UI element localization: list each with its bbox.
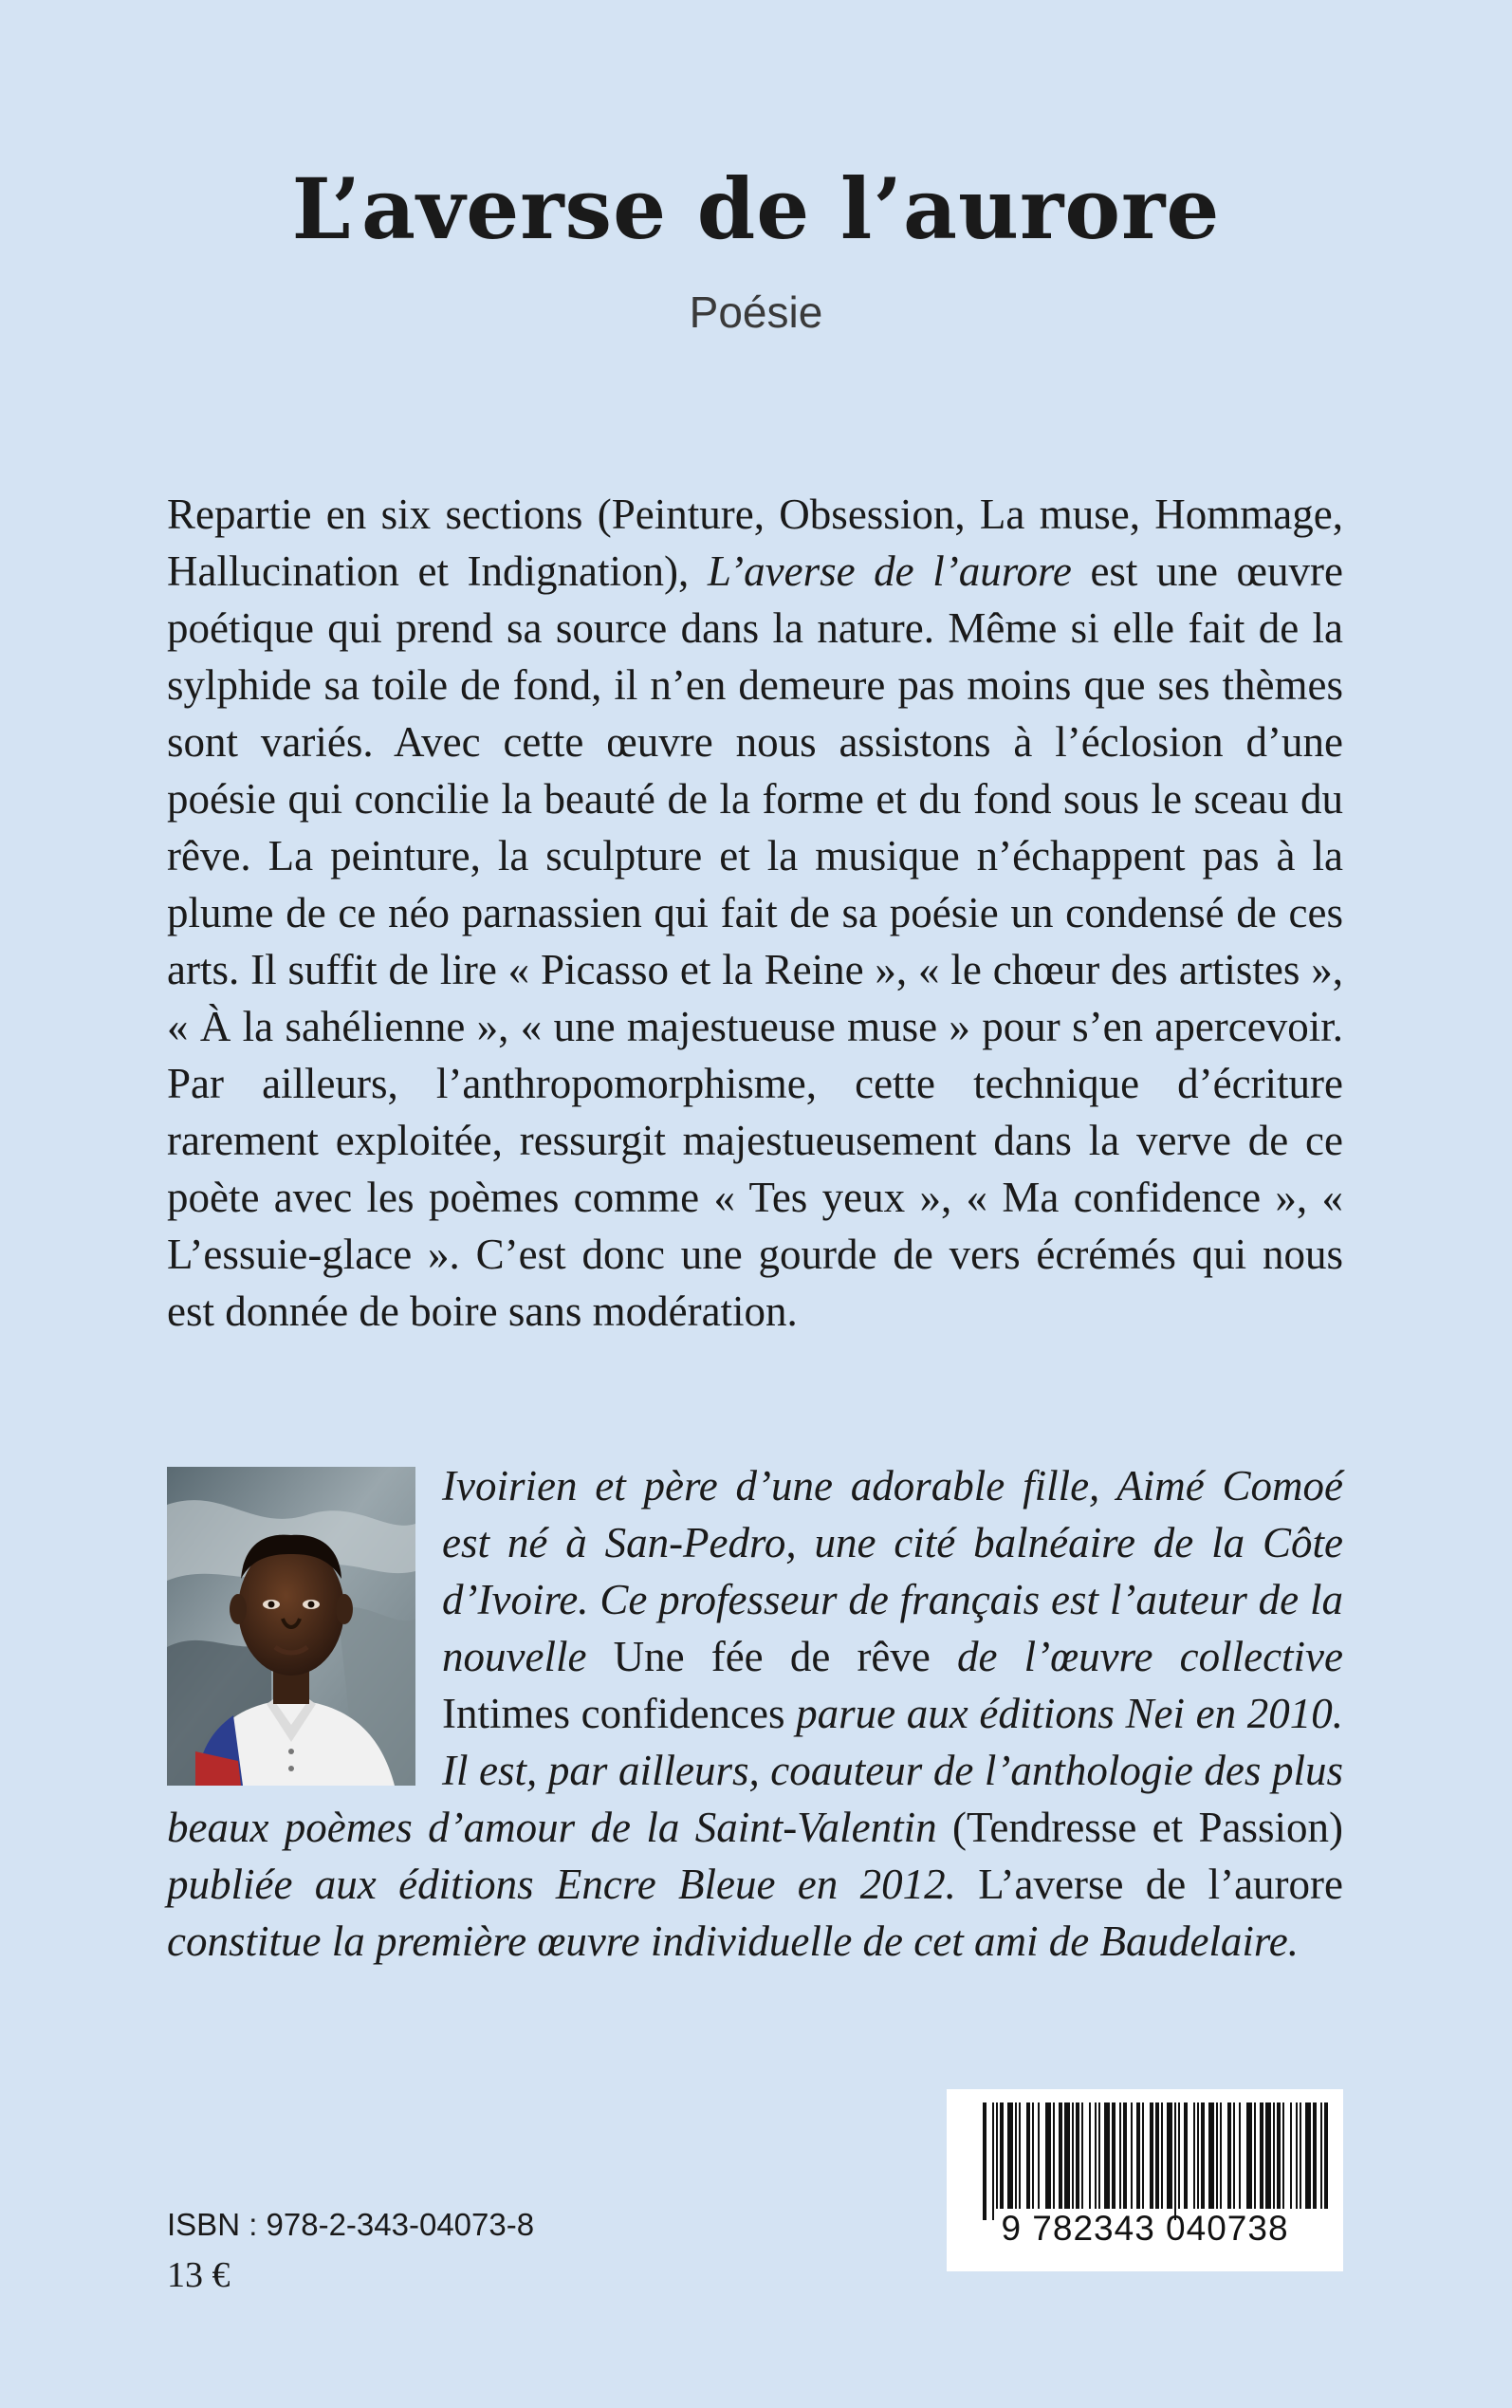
barcode-bar xyxy=(1167,2102,1172,2209)
barcode-bar xyxy=(1320,2102,1322,2209)
barcode-bar xyxy=(1059,2102,1062,2209)
bio-work-3: (Tendresse et Passion) xyxy=(952,1804,1344,1851)
author-biography xyxy=(167,1457,1343,1970)
bio-work-2: Intimes confidences xyxy=(442,1690,785,1737)
barcode-bar xyxy=(1239,2102,1241,2209)
barcode-bar xyxy=(1260,2102,1263,2209)
barcode-bar xyxy=(1282,2102,1284,2209)
barcode-bar xyxy=(1254,2102,1256,2209)
barcode-bar xyxy=(1032,2102,1034,2209)
barcode-bar xyxy=(1155,2102,1159,2209)
barcode-bar xyxy=(1038,2102,1040,2209)
barcode-bar xyxy=(1142,2102,1144,2209)
barcode-bar xyxy=(1104,2102,1110,2209)
barcode-bar xyxy=(1197,2102,1199,2209)
summary-text-1: Repartie en six sections (Peinture, Obsession, La muse, Hommage, Hallucination et Indignation), xyxy=(167,491,1343,595)
barcode-bar xyxy=(1216,2102,1218,2209)
barcode-bar xyxy=(1131,2102,1133,2209)
barcode-bar xyxy=(1072,2102,1074,2209)
barcode-bar xyxy=(1227,2102,1231,2209)
barcode-digits: 9 782343 040738 xyxy=(1001,2209,1289,2248)
genre-label: Poésie xyxy=(689,287,823,337)
barcode-bar xyxy=(1081,2102,1083,2209)
barcode-bar xyxy=(1026,2102,1030,2209)
bio-text-1: Ivoirien et père d’une adorable fille, Aimé Comoé est né à San-Pedro, une cité balnéaire de la Côte d’Ivoire. Ce professeur de français est l’auteur de la nouvelle xyxy=(442,1462,1343,1680)
bio-text-2: de l’œuvre collective xyxy=(930,1633,1344,1680)
price: 13 € xyxy=(167,2255,230,2295)
summary-text-2: est une œuvre poétique qui prend sa source dans la nature. Même si elle fait de la sylphide sa toile de fond, il n’en demeure pas moins que ses thèmes sont variés. Avec cette œuvre nous assistons à l’éclosion d’une poésie qui concilie la beauté de la forme et du fond sous le sceau du rêve. La peinture, la sculpture et la musique n’échappent pas à la plume de ce néo parnassien qui fait de sa poésie un condensé de ces arts. Il suffit de lire « Picasso et la Reine », « le chœur des artistes », « À la sahélienne », « une majestueuse muse » pour s’en apercevoir. Par ailleurs, l’anthropomorphisme, cette technique d’écriture rarement exploitée, ressurgit majestueusement dans la verve de ce poète avec les poèmes comme « Tes yeux », « Ma confidence », « L’essuie-glace ». C’est donc une gourde de vers écrémés qui nous est donnée de boire sans modération. xyxy=(167,547,1344,1335)
bio-text-4: publiée aux éditions Encre Bleue en 2012. xyxy=(167,1861,979,1908)
barcode-bar xyxy=(1095,2102,1097,2209)
barcode-bar xyxy=(1119,2102,1121,2209)
barcode-bar xyxy=(1098,2102,1100,2209)
barcode-bar xyxy=(1201,2102,1205,2209)
barcode-bar xyxy=(1305,2102,1311,2209)
barcode-bar xyxy=(1064,2102,1070,2209)
barcode-bar xyxy=(996,2102,998,2209)
barcode-bar xyxy=(1296,2102,1298,2209)
barcode-bar xyxy=(1015,2102,1017,2209)
barcode-bar xyxy=(1007,2102,1013,2209)
barcode-bar xyxy=(1123,2102,1127,2209)
barcode-bar xyxy=(1220,2102,1222,2209)
barcode-bar xyxy=(1208,2102,1214,2209)
bio-text-5: constitue la première œuvre individuelle de cet ami de Baudelaire. xyxy=(167,1917,1299,1965)
barcode-bar xyxy=(1265,2102,1271,2209)
barcode-bar xyxy=(1290,2102,1292,2209)
barcode-bar xyxy=(1076,2102,1079,2209)
bio-text-3: parue aux éditions Nei en 2010. Il est, par ailleurs, coauteur de l’anthologie des plus beaux poèmes d’amour de la Saint-Valentin xyxy=(167,1690,1343,1851)
barcode-bar xyxy=(1000,2102,1004,2209)
barcode-bar xyxy=(1324,2102,1328,2209)
barcode-bar xyxy=(1273,2102,1275,2209)
barcode-bar xyxy=(1161,2102,1163,2209)
barcode-bar xyxy=(1045,2102,1051,2209)
photo-spacer xyxy=(167,1457,442,1793)
summary-book-title: L’averse de l’aurore xyxy=(707,547,1072,595)
barcode-bar xyxy=(1150,2102,1153,2209)
barcode-bar xyxy=(1184,2102,1188,2209)
barcode-bar xyxy=(1246,2102,1252,2209)
bio-work-1: Une fée de rêve xyxy=(613,1633,931,1680)
barcode-bar xyxy=(1233,2102,1235,2209)
barcode-bar xyxy=(1277,2102,1281,2209)
barcode-bar xyxy=(1313,2102,1317,2209)
isbn-barcode xyxy=(947,2089,1343,2271)
barcode-bar xyxy=(1019,2102,1021,2209)
barcode-bar xyxy=(1136,2102,1140,2209)
barcode-bar xyxy=(983,2102,986,2220)
barcode-bar xyxy=(1112,2102,1116,2209)
book-title: L’averse de l’aurore xyxy=(291,159,1221,258)
back-cover-summary xyxy=(167,486,1343,1340)
barcode-bar xyxy=(1300,2102,1301,2209)
bio-work-4: L’averse de l’aurore xyxy=(978,1861,1343,1908)
isbn-number: ISBN : 978-2-343-04073-8 xyxy=(167,2207,535,2242)
barcode-bar xyxy=(1193,2102,1195,2209)
barcode-bar xyxy=(1089,2102,1091,2209)
barcode-bar xyxy=(1178,2102,1180,2209)
barcode-bar xyxy=(992,2102,994,2220)
barcode-bar xyxy=(1174,2102,1176,2220)
barcode-bar xyxy=(1053,2102,1055,2209)
